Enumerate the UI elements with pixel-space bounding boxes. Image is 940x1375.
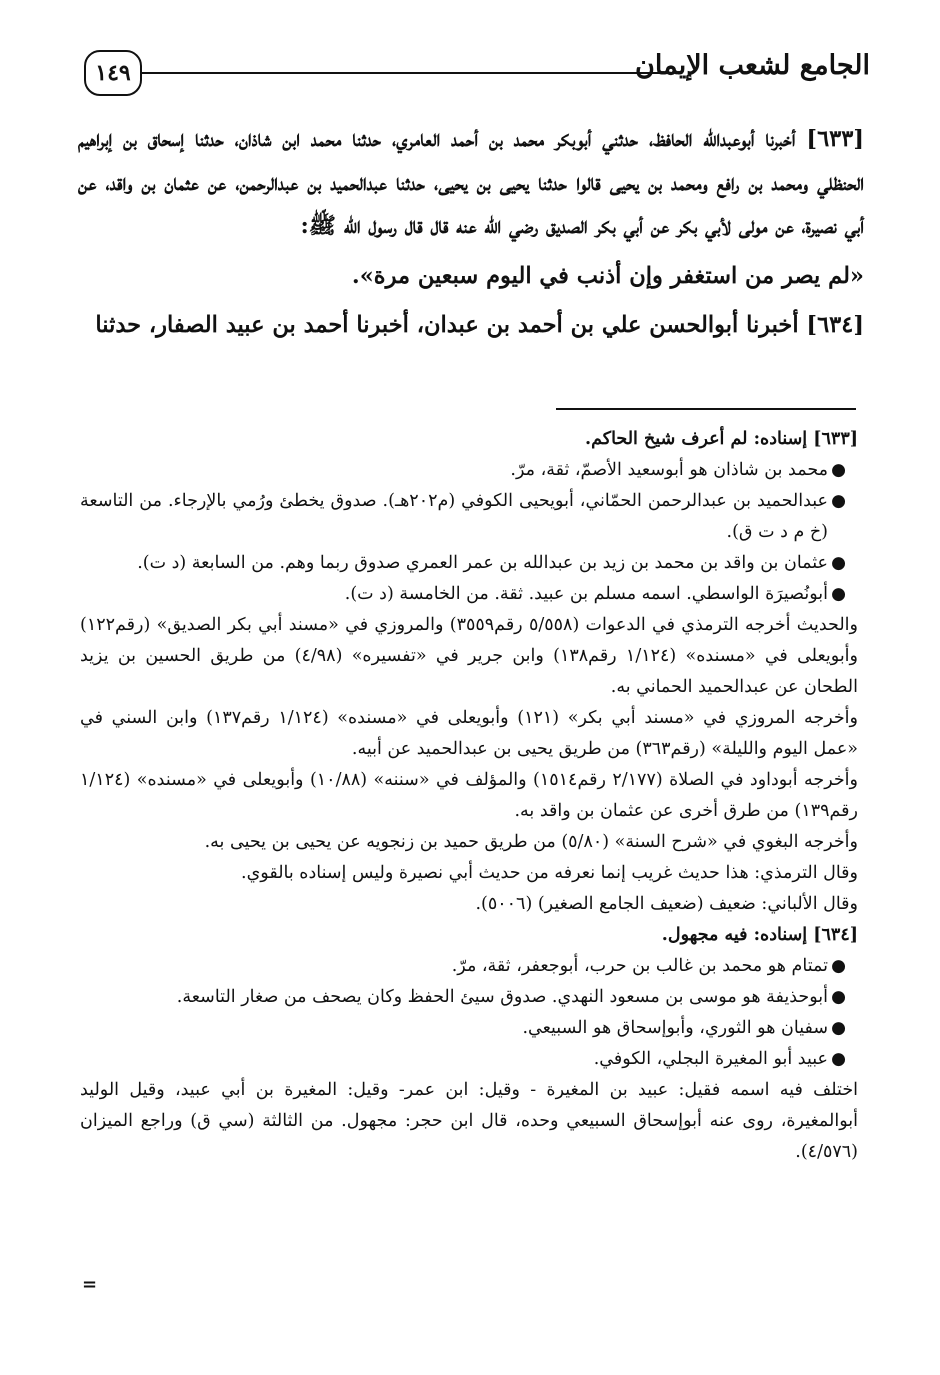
- narrator-note: ● سفيان هو الثوري، وأبوإسحاق هو السبيعي.: [80, 1013, 828, 1044]
- narrator-note: ● أبونُصيرَة الواسطي. اسمه مسلم بن عبيد. ثقة. من الخامسة (د ت).: [80, 579, 828, 610]
- footnotes: [80, 424, 858, 1168]
- takhrij-paragraph: وقال الترمذي: هذا حديث غريب إنما نعرفه من حديث أبي نصيرة وليس إسناده بالقوي.: [241, 863, 858, 883]
- takhrij-paragraph: وقال الألباني: ضعيف (ضعيف الجامع الصغير) (٥٠٠٦).: [475, 894, 858, 914]
- header-rule: [140, 72, 660, 74]
- page-number: [84, 50, 142, 96]
- hadith-633: [٦٣٣] أخبرنا أبوعبدالله الحافظ، حدثني أبوبكر محمد بن أحمد العامري، حدثنا محمد ابن شاذان، حدثنا إسحاق بن إبراهيم الحنظلي ومحمد بن رافع ومحمد بن يحيى قالوا حدثنا يحيى بن يحيى، حدثنا عبدالحميد بن عبدالرحمن، عن عثمان بن واقد، عن أبي نصيرة، عن مولى لأبي بكر عن أبي بكر الصديق رضي الله عنه قال قال رسول الله ﷺ:: [78, 126, 864, 239]
- bullet-icon: ●: [831, 987, 846, 1007]
- takhrij-paragraph: وأخرجه البغوي في «شرح السنة» (٥/٨٠) من طريق حميد بن زنجويه عن يحيى بن يحيى به.: [204, 832, 858, 852]
- bullet-icon: ●: [831, 491, 846, 511]
- continuation-mark: =: [82, 1274, 98, 1295]
- bullet-icon: ●: [831, 1049, 846, 1069]
- bullet-icon: ●: [831, 956, 846, 976]
- bullet-icon: ●: [831, 553, 846, 573]
- hadith-634: [٦٣٤] أخبرنا أبوالحسن علي بن أحمد بن عبدان، أخبرنا أحمد بن عبيد الصفار، حدثنا: [95, 312, 864, 338]
- hadith-quote: «لم يصر من استغفر وإن أذنب في اليوم سبعين مرة».: [351, 262, 864, 289]
- takhrij-paragraph: والحديث أخرجه الترمذي في الدعوات (٥/٥٥٨ رقم٣٥٥٩) والمروزي في «مسند أبي بكر الصديق» (رقم١٢٢) وأبويعلى في «مسنده» (١/١٢٤ رقم١٣٨) وابن جرير في «تفسيره» (٤/٩٨) من طريق الحسين بن يزيد الطحان عن عبدالحميد الحماني به.: [80, 615, 858, 697]
- bullet-icon: ●: [831, 460, 846, 480]
- footnote-634-heading: [٦٣٤] إسناده: فيه مجهول.: [661, 925, 858, 945]
- page-header: [80, 44, 870, 100]
- narrator-note: ● تمتام هو محمد بن غالب بن حرب، أبوجعفر، ثقة، مرّ.: [80, 951, 828, 982]
- running-title: الجامع لشعب الإيمان: [635, 50, 870, 81]
- narrator-note: ● عبيد أبو المغيرة البجلي، الكوفي.: [80, 1044, 828, 1075]
- narrator-note: ● عبدالحميد بن عبدالرحمن الحمّاني، أبويحيى الكوفي (م٢٠٢هـ). صدوق يخطئ ورُمي بالإرجاء. من التاسعة (خ م د ت ق).: [80, 486, 828, 548]
- page-number-text: ١٤٩: [95, 60, 131, 86]
- footnote-634-narrators: [80, 951, 858, 1075]
- takhrij-paragraph: وأخرجه المروزي في «مسند أبي بكر» (١٢١) وأبويعلى في «مسنده» (١/١٢٤ رقم١٣٧) وابن السني في «عمل اليوم والليلة» (رقم٣٦٣) من طريق يحيى بن عبدالحميد عن أبيه.: [80, 708, 858, 759]
- narrator-note: ● عثمان بن واقد بن محمد بن زيد بن عبدالله بن عمر العمري صدوق ربما وهم. من السابعة (د ت).: [80, 548, 828, 579]
- footnote-633-heading: [٦٣٣] إسناده: لم أعرف شيخ الحاكم.: [585, 429, 858, 449]
- narrator-discussion: اختلف فيه اسمه فقيل: عبيد بن المغيرة - وقيل: ابن عمر- وقيل: المغيرة بن أبي عبيد، وقيل الوليد أبوالمغيرة، روى عنه أبوإسحاق السبيعي وحده، قال ابن حجر: مجهول. من الثالثة (سي ق) وراجع الميزان (٤/٥٧٦).: [80, 1080, 858, 1162]
- takhrij-paragraph: وأخرجه أبوداود في الصلاة (٢/١٧٧ رقم١٥١٤) والمؤلف في «سننه» (١٠/٨٨) وأبويعلى في «مسنده» (١/١٢٤ رقم١٣٩) من طرق أخرى عن عثمان بن واقد به.: [80, 770, 858, 821]
- main-text: [78, 118, 864, 354]
- bullet-icon: ●: [831, 584, 846, 604]
- bullet-icon: ●: [831, 1018, 846, 1038]
- footnote-divider: [556, 408, 856, 410]
- narrator-note: ● محمد بن شاذان هو أبوسعيد الأصمّ، ثقة، مرّ.: [80, 455, 828, 486]
- footnote-633-narrators: [80, 455, 858, 610]
- narrator-note: ● أبوحذيفة هو موسى بن مسعود النهدي. صدوق سيئ الحفظ وكان يصحف من صغار التاسعة.: [80, 982, 828, 1013]
